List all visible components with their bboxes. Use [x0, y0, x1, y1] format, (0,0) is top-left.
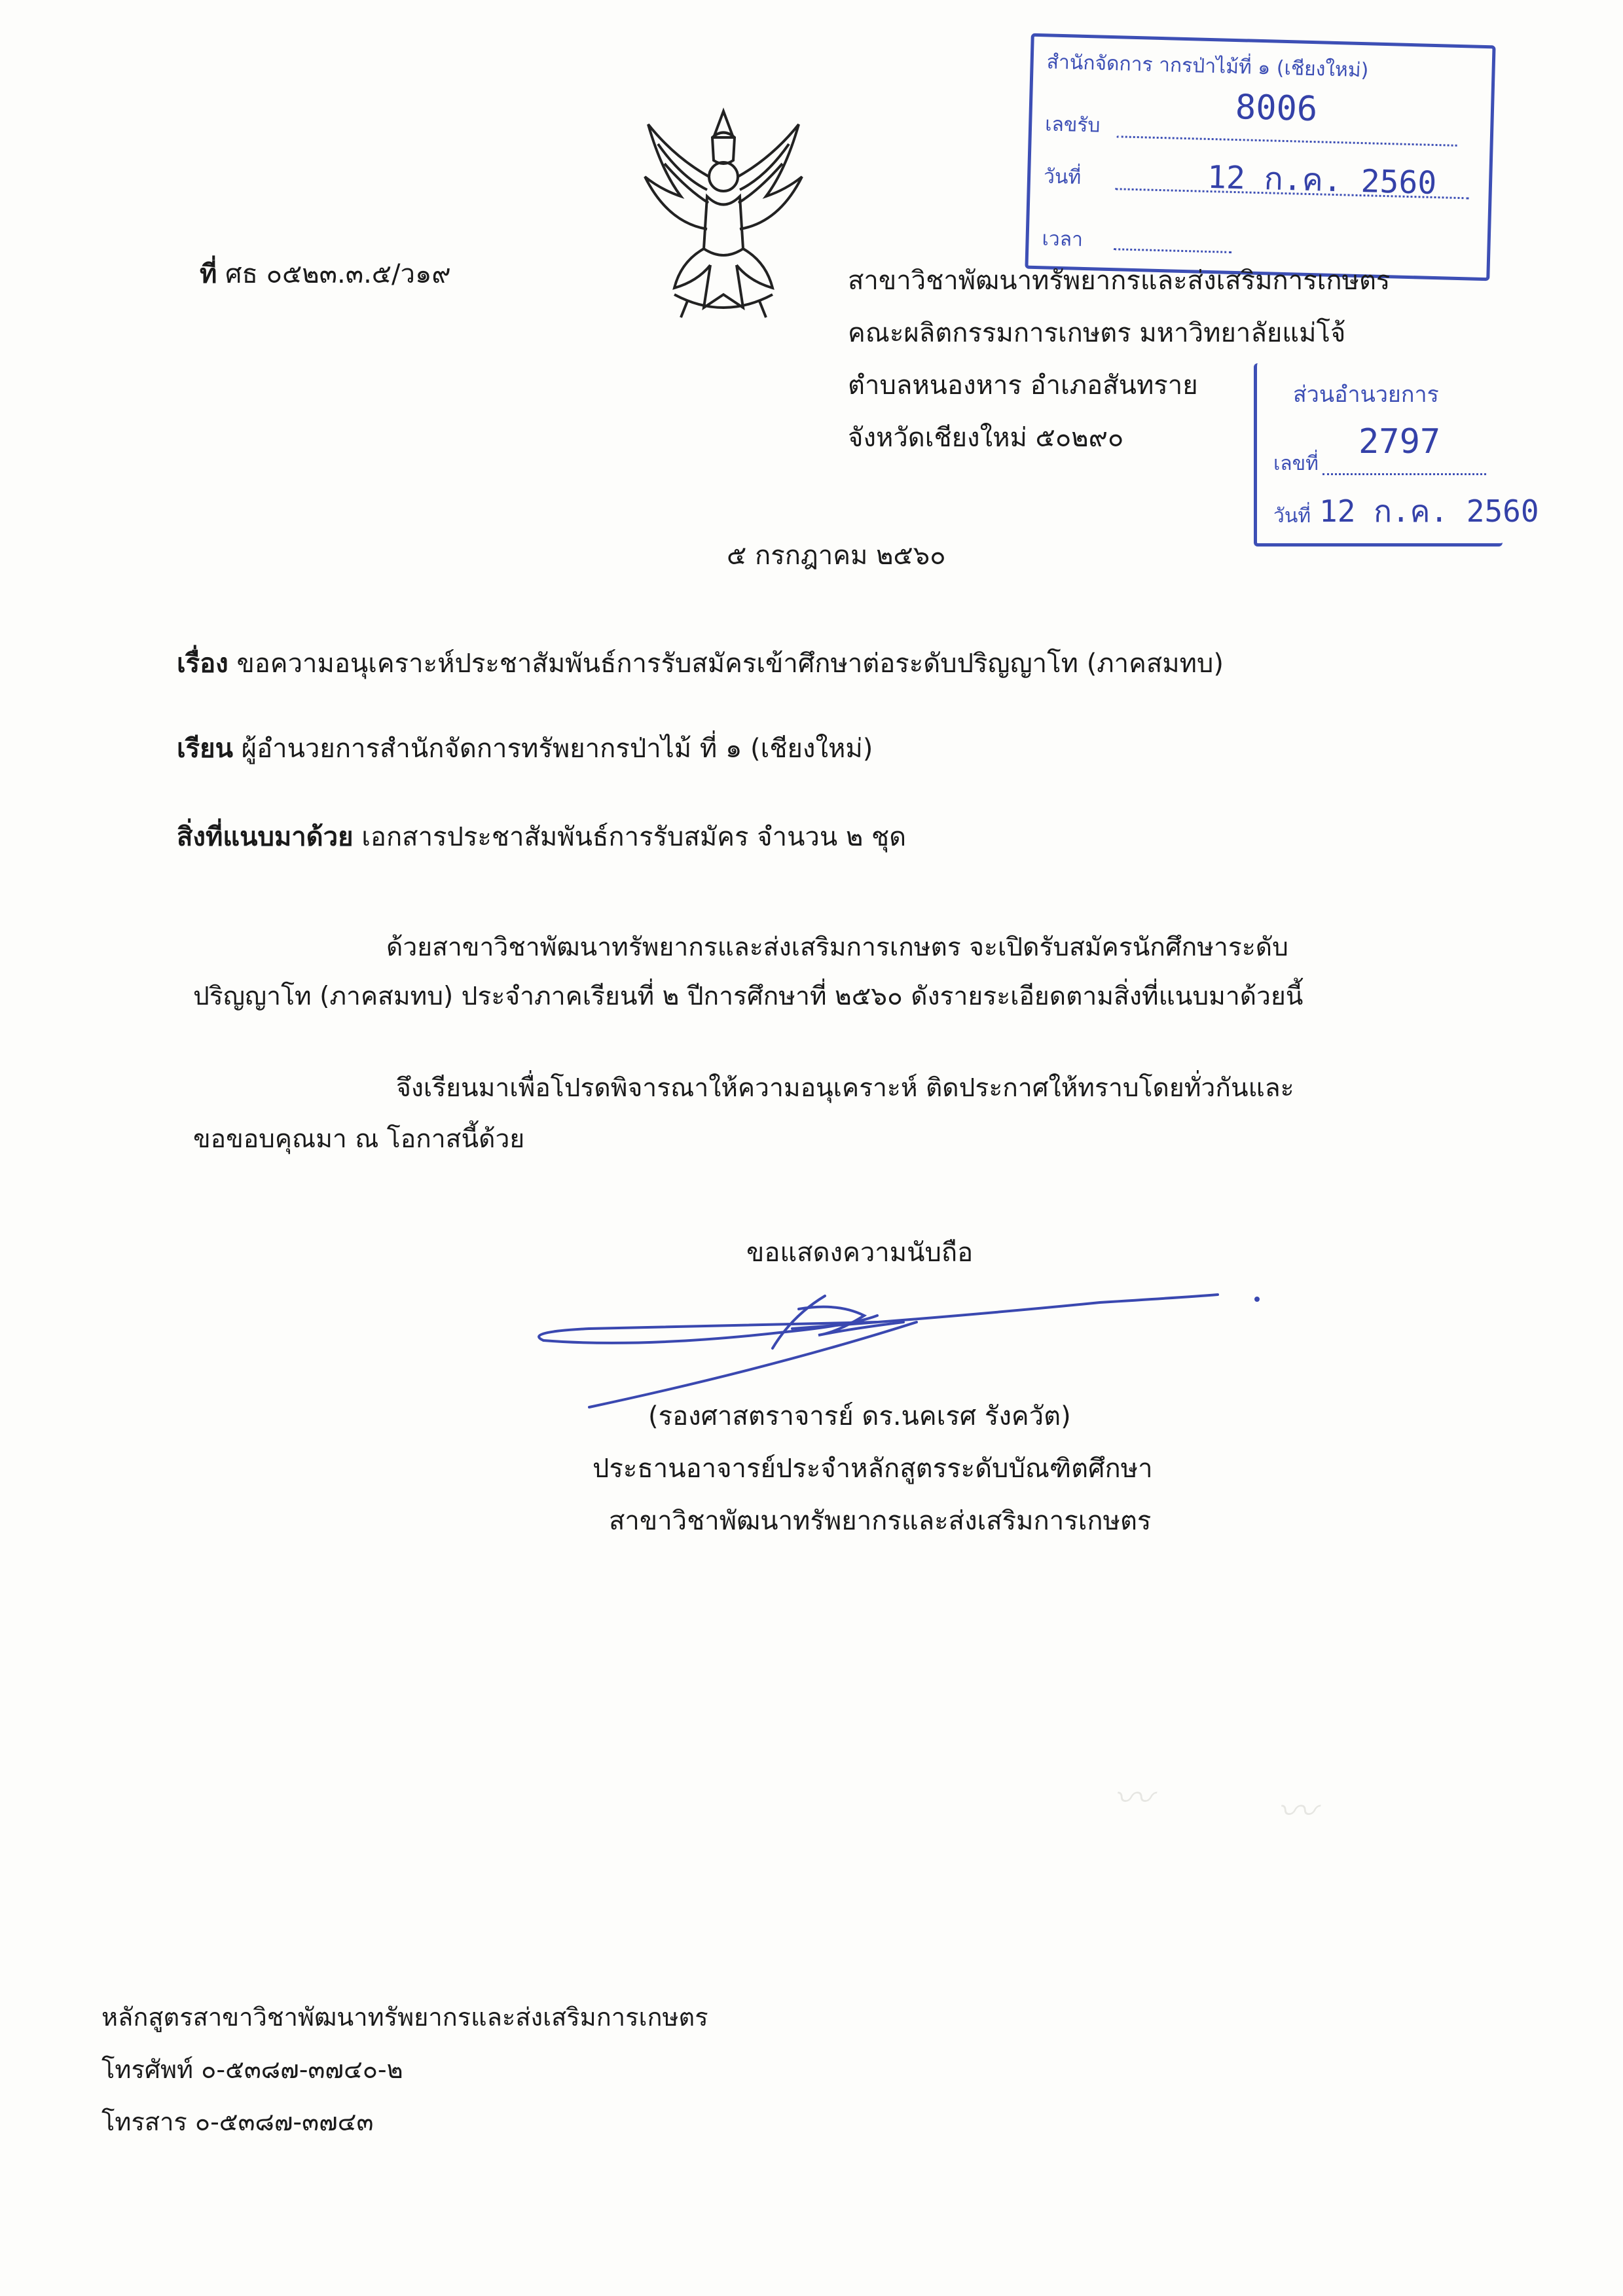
stamp2-header: ส่วนอำนวยการ: [1293, 382, 1439, 408]
sender-line-3: ตำบลหนองหาร อำเภอสันทราย: [848, 370, 1198, 401]
stamp-date-label: วันที่: [1043, 165, 1082, 189]
stamp-time-label: เวลา: [1042, 227, 1084, 251]
body-p2-line1: จึงเรียนมาเพื่อโปรดพิจารณาให้ความอนุเคราะห์ ติดประกาศให้ทราบโดยทั่วกันและ: [396, 1073, 1294, 1103]
attachment-label: สิ่งที่แนบมาด้วย: [177, 822, 354, 852]
closing: ขอแสดงความนับถือ: [746, 1238, 974, 1268]
sender-line-4: จังหวัดเชียงใหม่ ๕๐๒๙๐: [848, 423, 1124, 453]
footer-phone: โทรศัพท์ ๐-๕๓๘๗-๓๗๔๐-๒: [101, 2055, 403, 2084]
attachment-row: [177, 821, 906, 853]
stamp2-no-label: เลขที่: [1273, 452, 1319, 475]
sender-line-2: คณะผลิตกรรมการเกษตร มหาวิทยาลัยแม่โจ้: [848, 318, 1346, 348]
to-row: [177, 733, 873, 764]
body-p2-line2: ขอขอบคุณมา ณ โอกาสนี้ด้วย: [193, 1124, 525, 1154]
bleed-through-mark: 〰: [1277, 1789, 1316, 1835]
doc-number-row: [200, 259, 451, 290]
stamp-recv-number: 8006: [1235, 87, 1318, 130]
subject-row: [177, 648, 1224, 679]
stamp-recv-label: เลขรับ: [1044, 113, 1101, 137]
signer-name: (รองศาสตราจารย์ ดร.นคเรศ รังควัต): [648, 1401, 1071, 1431]
signer-title-2: สาขาวิชาพัฒนาทรัพยากรและส่งเสริมการเกษตร: [609, 1506, 1152, 1536]
subject-text: ขอความอนุเคราะห์ประชาสัมพันธ์การรับสมัครเข้าศึกษาต่อระดับปริญญาโท (ภาคสมทบ): [236, 649, 1224, 679]
office-stamp: [1254, 363, 1539, 547]
attachment-text: เอกสารประชาสัมพันธ์การรับสมัคร จำนวน ๒ ชุด: [361, 822, 907, 852]
body-p1-line1: ด้วยสาขาวิชาพัฒนาทรัพยากรและส่งเสริมการเกษตร จะเปิดรับสมัครนักศึกษาระดับ: [386, 933, 1288, 962]
stamp-header: สำนักจัดการ ากรป่าไม้ที่ ๑ (เชียงใหม่): [1046, 50, 1369, 82]
signer-title-1: ประธานอาจารย์ประจำหลักสูตรระดับบัณฑิตศึกษา: [593, 1454, 1153, 1484]
signature-icon: [511, 1270, 1277, 1414]
stamp2-date-label: วันที่: [1273, 505, 1311, 528]
garuda-emblem-icon: [635, 98, 812, 327]
to-label: เรียน: [177, 734, 233, 764]
letter-date: ๕ กรกฎาคม ๒๕๖๐: [727, 541, 946, 571]
footer-fax: โทรสาร ๐-๕๓๘๗-๓๗๔๓: [101, 2108, 374, 2136]
subject-label: เรื่อง: [177, 649, 228, 679]
doc-number: ศธ ๐๕๒๓.๓.๕/ว๑๙: [225, 259, 451, 289]
stamp2-date: 12 ก.ค. 2560: [1319, 493, 1539, 529]
received-stamp: [1025, 33, 1495, 281]
footer-program: หลักสูตรสาขาวิชาพัฒนาทรัพยากรและส่งเสริมการเกษตร: [101, 2003, 708, 2032]
doc-number-label: ที่: [200, 259, 217, 289]
to-text: ผู้อำนวยการสำนักจัดการทรัพยากรป่าไม้ ที่ ๑ (เชียงใหม่): [241, 734, 873, 764]
body-p1-line2: ปริญญาโท (ภาคสมทบ) ประจำภาคเรียนที่ ๒ ปีการศึกษาที่ ๒๕๖๐ ดังรายระเอียดตามสิ่งที่แนบมาด้วยนี้: [193, 982, 1304, 1011]
stamp2-number: 2797: [1359, 422, 1441, 461]
stamp-date: 12 ก.ค. 2560: [1207, 158, 1437, 202]
sender-line-1: สาขาวิชาพัฒนาทรัพยากรและส่งเสริมการเกษตร: [848, 266, 1391, 296]
bleed-through-mark: 〰: [1113, 1776, 1152, 1821]
